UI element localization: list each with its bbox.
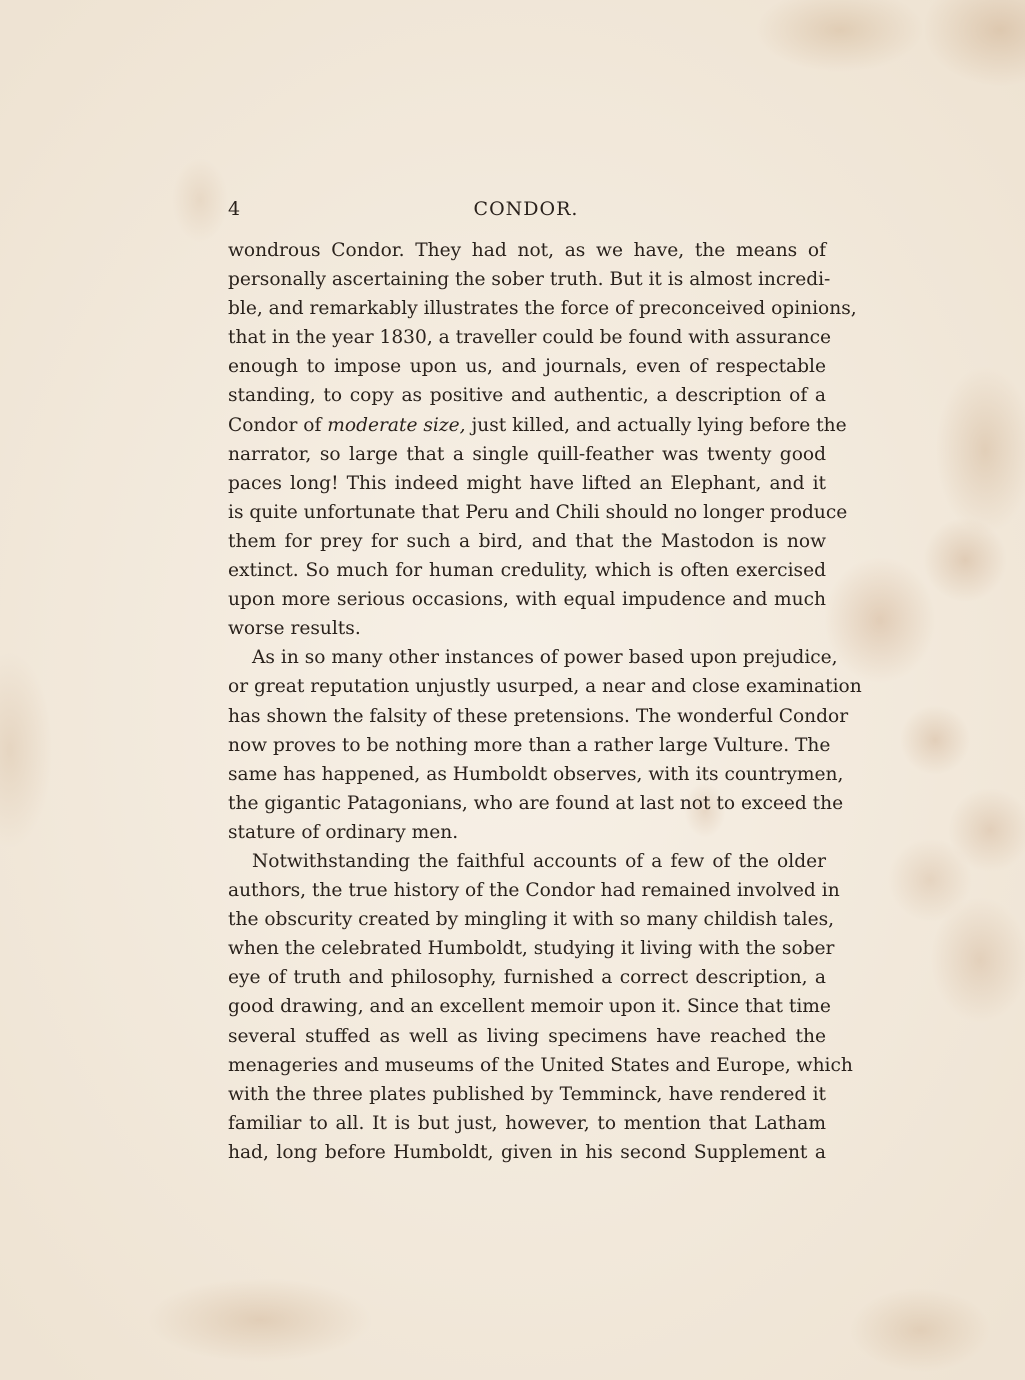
paragraph-last-line: stature of ordinary men.	[228, 821, 459, 843]
text-line: familiar to all. It is but just, however, to mention that Latham	[228, 1112, 826, 1134]
text-line: same has happened, as Humboldt observes, with its countrymen,	[228, 763, 844, 785]
text-line: standing, to copy as positive and authentic, a description of a	[228, 385, 826, 407]
text-line: had, long before Humboldt, given in his second Supplement a	[228, 1141, 826, 1163]
text-line: enough to impose upon us, and journals, even of respectable	[228, 356, 826, 378]
text-line: now proves to be nothing more than a rather large Vulture. The	[228, 734, 831, 756]
text-line: good drawing, and an excellent memoir upon it. Since that time	[228, 996, 831, 1018]
text-line: ble, and remarkably illustrates the force of preconceived opinions,	[228, 298, 857, 320]
text-line-with-italic	[228, 411, 847, 440]
text-segment: Condor of	[228, 414, 328, 436]
running-head-title: CONDOR.	[473, 198, 579, 220]
page-number: 4	[228, 198, 241, 220]
text-line: the obscurity created by mingling it with so many childish tales,	[228, 909, 835, 931]
text-line: narrator, so large that a single quill-feather was twenty good	[228, 443, 826, 465]
text-line: with the three plates published by Temminck, have rendered it	[228, 1083, 826, 1105]
text-line: authors, the true history of the Condor had remained involved in	[228, 880, 840, 902]
text-line: menageries and museums of the United States and Europe, which	[228, 1054, 853, 1076]
paragraph-last-line: worse results.	[228, 618, 361, 640]
text-line: that in the year 1830, a traveller could be found with assurance	[228, 327, 832, 349]
paragraph-first-line: Notwithstanding the faithful accounts of a few of the older	[252, 850, 826, 872]
text-line: is quite unfortunate that Peru and Chili should no longer produce	[228, 501, 848, 523]
text-line: has shown the falsity of these pretensions. The wonderful Condor	[228, 705, 849, 727]
text-line: extinct. So much for human credulity, which is often exercised	[228, 560, 826, 582]
text-line: wondrous Condor. They had not, as we have, the means of	[228, 240, 826, 261]
text-line: eye of truth and philosophy, furnished a correct description, a	[228, 967, 826, 989]
paragraph-first-line: As in so many other instances of power based upon prejudice,	[252, 647, 838, 669]
text-line: personally ascertaining the sober truth. But it is almost incredi-	[228, 269, 831, 291]
text-line: when the celebrated Humboldt, studying it living with the sober	[228, 938, 835, 960]
text-line: several stuffed as well as living specimens have reached the	[228, 1025, 826, 1047]
text-line: or great reputation unjustly usurped, a near and close examination	[228, 676, 862, 698]
body-text	[228, 236, 862, 1167]
text-line: paces long! This indeed might have lifted an Elephant, and it	[228, 472, 826, 494]
text-segment: just killed, and actually lying before the	[465, 414, 847, 436]
text-line: them for prey for such a bird, and that the Mastodon is now	[228, 530, 826, 552]
text-line: upon more serious occasions, with equal impudence and much	[228, 589, 826, 611]
italic-phrase: moderate size,	[327, 414, 466, 436]
text-line: the gigantic Patagonians, who are found at last not to exceed the	[228, 792, 844, 814]
